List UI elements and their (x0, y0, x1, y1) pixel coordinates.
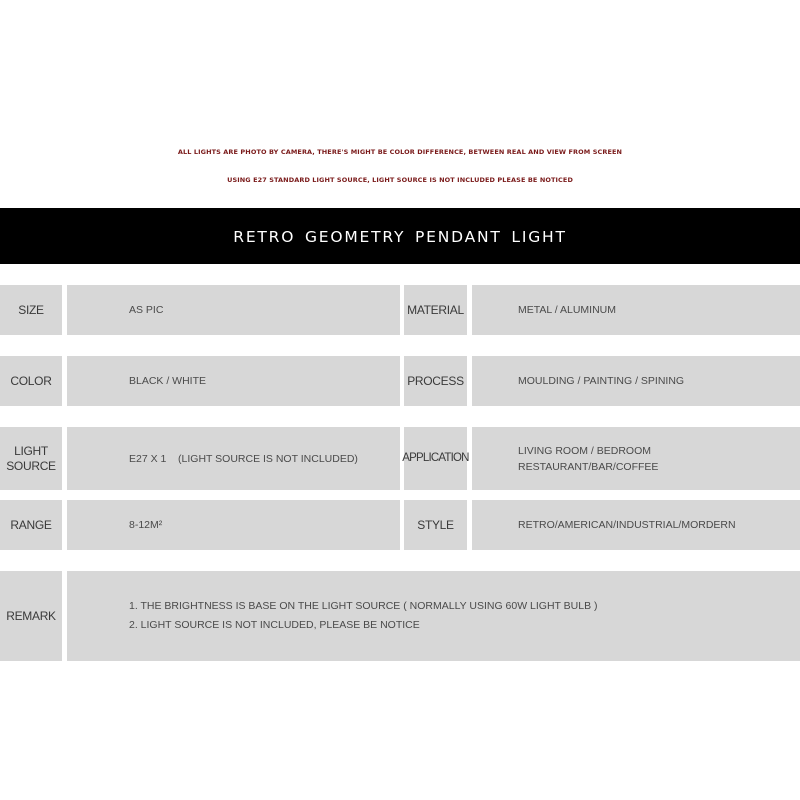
light-source-label-line2: SOURCE (6, 458, 56, 473)
light-source-label (0, 427, 62, 490)
process-value: MOULDING / PAINTING / SPINING (472, 356, 800, 406)
style-label: STYLE (404, 500, 467, 550)
process-label: PROCESS (404, 356, 467, 406)
color-difference-notice: ALL LIGHTS ARE PHOTO BY CAMERA, THERE'S MIGHT BE COLOR DIFFERENCE, BETWEEN REAL AND VIEW FROM SCREEN (177, 148, 623, 156)
size-value: AS PIC (67, 285, 400, 335)
product-title: RETRO GEOMETRY PENDANT LIGHT (233, 228, 567, 246)
range-label: RANGE (0, 500, 62, 550)
material-label: MATERIAL (404, 285, 467, 335)
application-value-line2: RESTAURANT/BAR/COFFEE (518, 460, 659, 473)
remark-value (67, 571, 800, 661)
color-value: BLACK / WHITE (67, 356, 400, 406)
light-source-notice: USING E27 STANDARD LIGHT SOURCE, LIGHT SOURCE IS NOT INCLUDED PLEASE BE NOTICED (227, 176, 573, 184)
application-label: APPLICATION (404, 427, 467, 490)
application-value (472, 427, 800, 490)
application-value-line1: LIVING ROOM / BEDROOM (518, 444, 652, 457)
size-label: SIZE (0, 285, 62, 335)
style-value: RETRO/AMERICAN/INDUSTRIAL/MORDERN (472, 500, 800, 550)
material-value: METAL / ALUMINUM (472, 285, 800, 335)
light-source-label-line1: LIGHT (14, 443, 48, 458)
range-value: 8-12M² (67, 500, 400, 550)
title-banner (0, 208, 800, 264)
remark-line1: 1. THE BRIGHTNESS IS BASE ON THE LIGHT SOURCE ( NORMALLY USING 60W LIGHT BULB ) (129, 600, 598, 612)
remark-label: REMARK (0, 571, 62, 661)
light-source-value: E27 X 1 (LIGHT SOURCE IS NOT INCLUDED) (67, 427, 400, 490)
remark-line2: 2. LIGHT SOURCE IS NOT INCLUDED, PLEASE BE NOTICE (129, 619, 420, 631)
color-label: COLOR (0, 356, 62, 406)
